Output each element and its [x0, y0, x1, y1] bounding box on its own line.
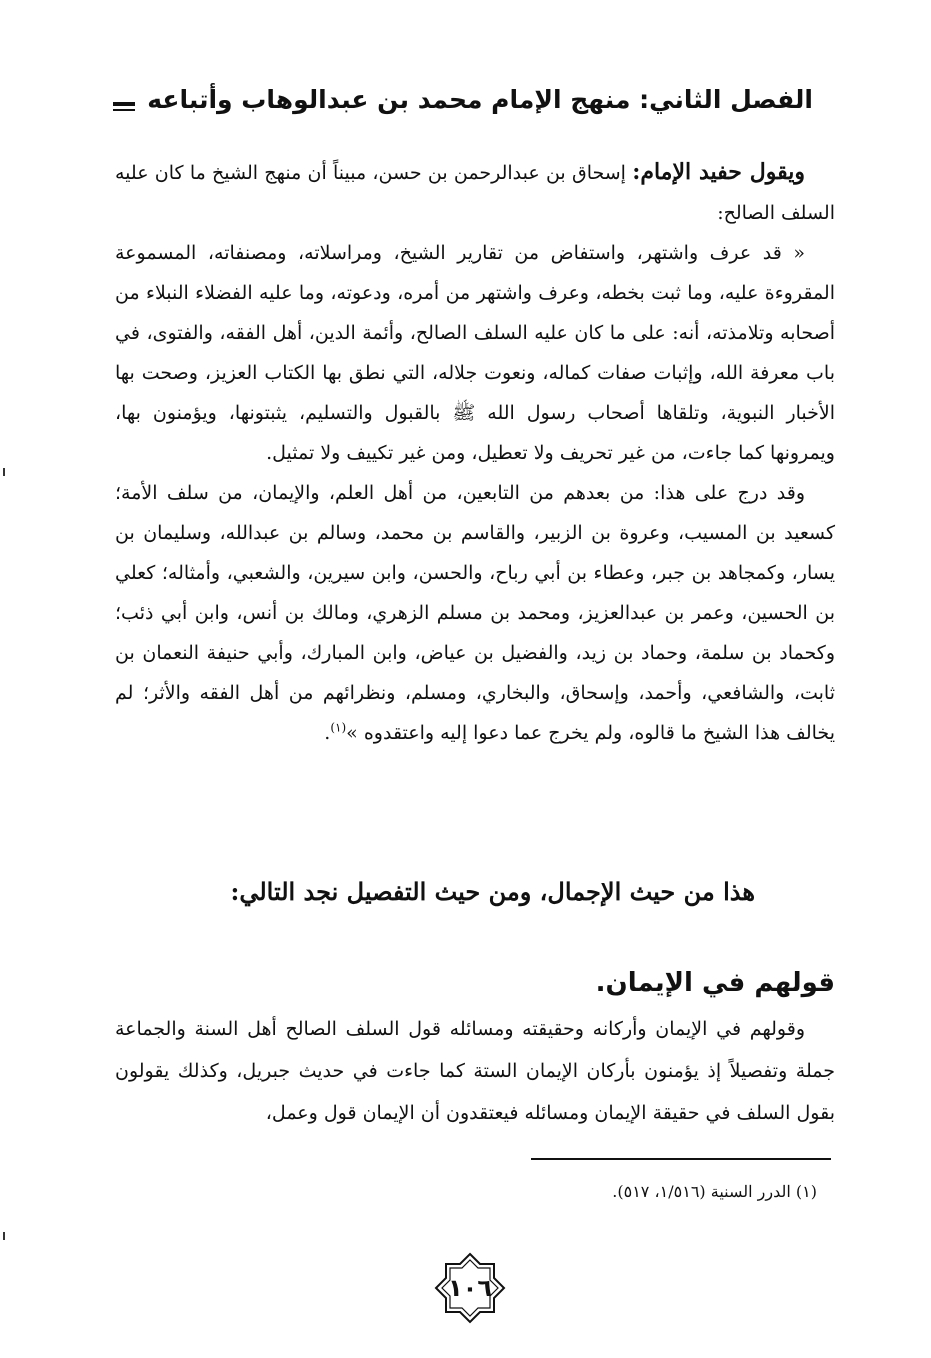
section-heading: قولهم في الإيمان. — [595, 968, 835, 998]
page-number-ornament — [430, 1248, 510, 1328]
quote-paragraph-2-text: وقد درج على هذا: من بعدهم من التابعين، من أهل العلم، والإيمان، من سلف الأمة؛ كسعيد بن المسيب، وعروة بن الزبير، والقاسم بن محمد، وسالم بن عبدالله، وسليمان بن يسار، وكمجاهد بن جبر، وعطاء بن أبي رباح، والحسن، وابن سيرين، والشعبي، وأمثاله؛ كعلي بن الحسين، وعمر بن عبدالعزيز، ومحمد بن مسلم الزهري، ومالك بن أنس، وابن أبي ذئب؛ وكحماد بن سلمة، وحماد بن زيد، والفضيل بن عياض، وابن المبارك، وأبي حنيفة النعمان بن ثابت، والشافعي، وأحمد، وإسحاق، والبخاري، ومسلم، ونظرائهم من أهل الفقه والأثر؛ لم يخالف هذا الشيخ ما قالوه، ولم يخرج عما دعوا إليه واعتقدوه » — [115, 482, 835, 744]
header-rule — [113, 102, 135, 111]
summary-line: هذا من حيث الإجمال، ومن حيث التفصيل نجد التالي: — [230, 877, 755, 906]
quote-paragraph-2: وقد درج على هذا: من بعدهم من التابعين، من أهل العلم، والإيمان، من سلف الأمة؛ كسعيد بن المسيب، وعروة بن الزبير، والقاسم بن محمد، وسالم بن عبدالله، وسليمان بن يسار، وكمجاهد بن جبر، وعطاء بن أبي رباح، والحسن، وابن سيرين، والشعبي، وأمثاله؛ كعلي بن الحسين، وعمر بن عبدالعزيز، ومحمد بن مسلم الزهري، ومالك بن أنس، وابن أبي ذئب؛ وكحماد بن سلمة، وحماد بن زيد، والفضيل بن عياض، وابن المبارك، وأبي حنيفة النعمان بن ثابت، والشافعي، وأحمد، وإسحاق، والبخاري، ومسلم، ونظرائهم من أهل الفقه والأثر؛ لم يخالف هذا الشيخ ما قالوه، ولم يخرج عما دعوا إليه واعتقدوه »$^{(١)}$. — [115, 482, 835, 744]
footnote-reference[interactable]: (١) — [330, 720, 347, 735]
section-paragraph: وقولهم في الإيمان وأركانه وحقيقته ومسائله قول السلف الصالح أهل السنة والجماعة جملة وتفصيلاً إذ يؤمنون بأركان الإيمان الستة كما جاءت في حديث جبريل، وكذلك يقولون بقول السلف في حقيقة الإيمان ومسائله فيعتقدون أن الإيمان قول وعمل، — [115, 1018, 835, 1124]
main-text — [115, 152, 835, 753]
quote-paragraph-1: « قد عرف واشتهر، واستفاض من تقارير الشيخ، ومراسلاته، ومصنفاته، المسموعة المقروءة عليه، وما ثبت بخطه، وعرف واشتهر من أمره، ودعوته، وما عليه الفضلاء النبلاء من أصحابه وتلامذته، أنه: على ما كان عليه السلف الصالح، وأئمة الدين، أهل الفقه، والفتوى، في باب معرفة الله، وإثبات صفات كماله، ونعوت جلاله، التي نطق بها الكتاب العزيز، وصحت بها الأخبار النبوية، وتلقاها أصحاب رسول الله ﷺ بالقبول والتسليم، يثبتونها، ويؤمنون بها، ويمرونها كما جاءت، من غير تحريف ولا تعطيل، ومن غير تكييف ولا تمثيل. — [115, 242, 835, 464]
running-header — [113, 76, 813, 122]
section-text — [115, 1008, 835, 1134]
chapter-title: الفصل الثاني: منهج الإمام محمد بن عبدالوهاب وأتباعه — [147, 84, 813, 114]
page-number: ١٠٦ — [448, 1274, 492, 1302]
scan-edge-mark — [3, 468, 5, 476]
footnote-rule — [531, 1158, 831, 1160]
intro-text: إسحاق بن عبدالرحمن بن حسن، مبيناً أن منهج الشيخ ما كان عليه السلف الصالح: — [115, 162, 835, 224]
scan-edge-mark — [3, 1232, 5, 1240]
intro-lead: ويقول حفيد الإمام: — [632, 159, 805, 185]
intro-paragraph — [115, 152, 835, 233]
footnote: (١) الدرر السنية (١/٥١٦، ٥١٧). — [612, 1182, 817, 1201]
